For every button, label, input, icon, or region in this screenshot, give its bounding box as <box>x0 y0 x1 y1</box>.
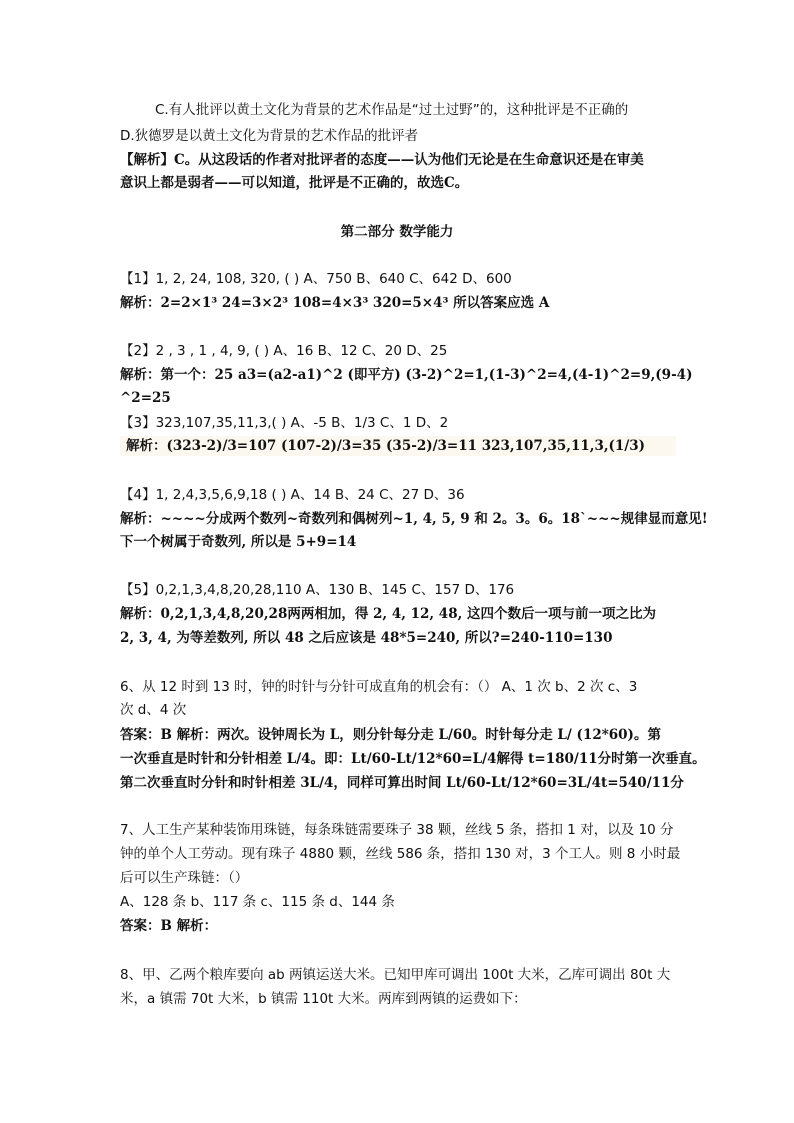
option-c-text: C.有人批评以黄土文化为背景的艺术作品是“过土过野”的，这种批评是不正确的 <box>155 102 629 118</box>
answer-4-cont: 下一个树属于奇数列, 所以是 5+9=14 <box>120 534 357 550</box>
answer-2-cont: ^2=25 <box>120 390 171 406</box>
answer-5: 解析：0,2,1,3,4,8,20,28两两相加，得 2, 4, 12, 48, 这四个数后一项与前一项之比为 <box>120 606 656 622</box>
question-8: 8、甲、乙两个粮库要向 ab 两镇运送大米。已知甲库可调出 100t 大米，乙库可调出 80t 大 <box>120 967 671 983</box>
question-3: 【3】323,107,35,11,3,( ) A、-5 B、1/3 C、1 D、2 <box>120 415 449 431</box>
question-6: 6、从 12 时到 13 时，钟的时针与分针可成直角的机会有：（） A、1 次 b、2 次 c、3 <box>120 679 638 695</box>
question-6-cont: 次 d、4 次 <box>120 702 187 718</box>
answer-6-cont: 第二次垂直时分针和时针相差 3L/4，同样可算出时间 Lt/60-Lt/12*60=3L/4t=540/11分 <box>120 775 684 791</box>
question-4: 【4】1, 2,4,3,5,6,9,18 ( ) A、14 B、24 C、27 D、36 <box>120 487 465 503</box>
question-7-cont: 后可以生产珠链：（） <box>120 870 249 886</box>
answer-5-cont: 2, 3, 4, 为等差数列, 所以 48 之后应该是 48*5=240, 所以?=240-110=130 <box>120 630 613 646</box>
question-2: 【2】2 , 3 , 1 , 4, 9, ( ) A、16 B、12 C、20 D、25 <box>120 343 448 359</box>
answer-7: 答案：B 解析： <box>120 918 218 934</box>
analysis-text: 意识上都是弱者——可以知道，批评是不正确的，故选C。 <box>120 175 469 191</box>
answer-6-cont: 一次垂直是时针和分针相差 L/4。即：Lt/60-Lt/12*60=L/4解得 t=180/11分时第一次垂直。 <box>120 751 706 767</box>
answer-1: 解析：2=2×1³ 24=3×2³ 108=4×3³ 320=5×4³ 所以答案应选 A <box>120 295 550 311</box>
question-1: 【1】1, 2, 24, 108, 320, ( ) A、750 B、640 C、642 D、600 <box>120 271 512 287</box>
option-d-text: D.狄德罗是以黄土文化为背景的艺术作品的批评者 <box>120 128 419 144</box>
question-7-cont: 钟的单个人工劳动。现有珠子 4880 颗，丝线 586 条，搭扣 130 对，3 个工人。则 8 小时最 <box>120 846 681 862</box>
answer-2: 解析：第一个：25 a3=(a2-a1)^2 (即平方) (3-2)^2=1,(1-3)^2=4,(4-1)^2=9,(9-4) <box>120 367 693 383</box>
question-5: 【5】0,2,1,3,4,8,20,28,110 A、130 B、145 C、157 D、176 <box>120 582 515 598</box>
answer-4: 解析：~~~~分成两个数列~奇数列和偶树列~1, 4, 5, 9 和 2。3。6。18`~~~规律显而意见! <box>120 511 708 527</box>
question-7-options: A、128 条 b、117 条 c、115 条 d、144 条 <box>120 894 395 910</box>
question-8-cont: 米，a 镇需 70t 大米，b 镇需 110t 大米。两库到两镇的运费如下： <box>120 991 527 1007</box>
part-title: 第二部分 数学能力 <box>340 224 454 240</box>
answer-3: 解析：(323-2)/3=107 (107-2)/3=35 (35-2)/3=11 323,107,35,11,3,(1/3) <box>120 436 676 456</box>
analysis-text: 【解析】C。从这段话的作者对批评者的态度——认为他们无论是在生命意识还是在审美 <box>120 152 644 168</box>
question-7: 7、人工生产某种装饰用珠链，每条珠链需要珠子 38 颗，丝线 5 条，搭扣 1 对，以及 10 分 <box>120 822 674 838</box>
answer-6: 答案：B 解析：两次。设钟周长为 L，则分针每分走 L/60。时针每分走 L/ (12*60)。第 <box>120 727 661 743</box>
